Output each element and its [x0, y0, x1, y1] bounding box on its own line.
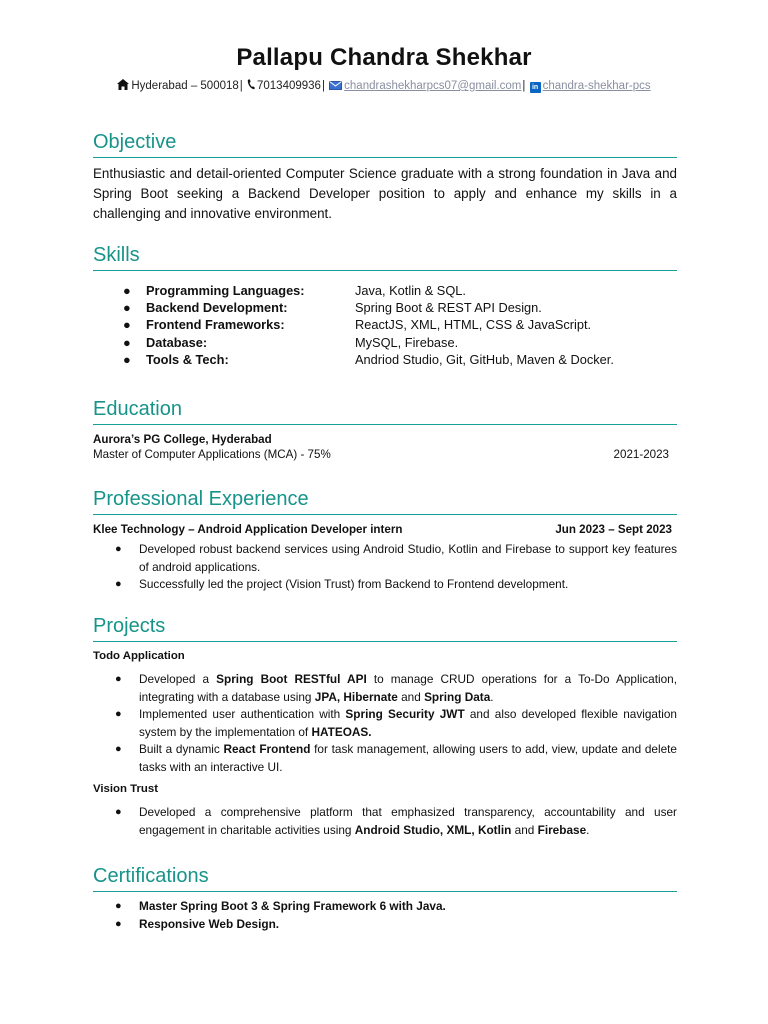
- bullet: ●: [115, 743, 122, 755]
- experience-bullet-text: Developed robust backend services using Android Studio, Kotlin and Firebase to support key features of android applications.: [139, 542, 677, 574]
- bullet: ●: [123, 334, 131, 350]
- education-degree-row: [93, 446, 677, 464]
- skill-value: Spring Boot & REST API Design.: [355, 300, 542, 316]
- text-run: Developed a: [139, 672, 217, 686]
- skill-label: Frontend Frameworks:: [146, 317, 285, 333]
- skill-value: Java, Kotlin & SQL.: [355, 283, 466, 298]
- bullet: ●: [123, 283, 131, 298]
- skill-label: Tools & Tech:: [146, 351, 229, 367]
- bullet: ●: [123, 300, 131, 316]
- bullet: ●: [115, 708, 122, 720]
- experience-role-row: [93, 521, 677, 539]
- linkedin-icon: in: [530, 82, 541, 93]
- text-run-bold: JPA, Hibernate: [314, 689, 398, 704]
- education-degree: Master of Computer Applications (MCA) - 75%: [93, 448, 331, 461]
- text-run-bold: Spring Boot RESTful API: [216, 672, 367, 686]
- experience-dates: Jun 2023 – Sept 2023: [555, 523, 672, 536]
- experience-bullets: [93, 541, 677, 594]
- skills-heading: Skills: [93, 243, 677, 271]
- experience-role: Klee Technology – Android Application Developer intern: [93, 523, 403, 536]
- project-title: Todo Application: [93, 650, 185, 662]
- separator: |: [321, 80, 325, 92]
- bullet: ●: [115, 917, 122, 930]
- bullet: ●: [115, 578, 122, 590]
- bullet: ●: [115, 673, 122, 685]
- list-item: [93, 804, 677, 839]
- text-run-bold: React Frontend: [223, 742, 311, 756]
- list-item: [93, 916, 677, 934]
- objective-section: [93, 130, 677, 224]
- skill-value: ReactJS, XML, HTML, CSS & JavaScript.: [355, 317, 592, 333]
- phone-icon: [247, 79, 255, 93]
- objective-heading: Objective: [93, 130, 677, 158]
- education-school: Aurora’s PG College, Hyderabad: [93, 433, 272, 446]
- skill-item: [93, 299, 677, 316]
- skill-item: [93, 351, 677, 368]
- list-item: [93, 671, 677, 706]
- home-icon: [117, 79, 129, 93]
- skill-label: Programming Languages:: [146, 283, 305, 298]
- experience-heading: Professional Experience: [93, 487, 677, 515]
- text-run: Implemented user authentication with: [139, 707, 346, 721]
- list-item: [93, 541, 677, 576]
- text-run-bold: HATEOAS.: [311, 724, 372, 739]
- certification-text: Responsive Web Design.: [139, 916, 280, 931]
- skill-item: [93, 282, 677, 299]
- todo-bullets: [93, 671, 677, 776]
- linkedin-link[interactable]: chandra-shekhar-pcs: [542, 80, 651, 92]
- location-text: Hyderabad – 500018: [131, 80, 239, 92]
- email-link[interactable]: chandrashekharpcs07@gmail.com: [344, 80, 522, 92]
- text-run: to manage CRUD operations for a To-Do Application, integrating with a database using: [139, 672, 677, 704]
- bullet: ●: [115, 806, 122, 818]
- vision-bullets: [93, 804, 677, 839]
- text-run-bold: Spring Security JWT: [345, 707, 465, 721]
- skill-value: Andriod Studio, Git, GitHub, Maven & Docker.: [355, 351, 614, 367]
- objective-text: Enthusiastic and detail-oriented Computer Science graduate with a strong foundation in Java and Spring Boot seeking a Backend Developer position to apply and enhance my skills in a challenging and innovative environment.: [93, 166, 677, 221]
- text-run: .: [586, 822, 590, 837]
- skill-label: Database:: [146, 334, 208, 350]
- experience-bullet-text: Successfully led the project (Vision Trust) from Backend to Frontend development.: [139, 577, 569, 591]
- certification-text: Master Spring Boot 3 & Spring Framework 6 with Java.: [139, 899, 446, 913]
- mail-icon: [329, 81, 342, 93]
- text-run-bold: Firebase: [537, 822, 587, 837]
- certifications-heading: Certifications: [93, 864, 677, 892]
- text-run: for task management, allowing users to add, view, update and delete tasks with an interactive UI.: [139, 742, 677, 774]
- text-run-bold: Spring Data: [424, 689, 491, 704]
- bullet: ●: [123, 351, 131, 367]
- separator: |: [239, 80, 243, 92]
- text-run-bold: Android Studio, XML, Kotlin: [354, 822, 512, 837]
- list-item: [93, 706, 677, 741]
- skill-value: MySQL, Firebase.: [355, 334, 459, 350]
- bullet: ●: [115, 900, 122, 912]
- experience-section: [93, 487, 677, 594]
- projects-section: [93, 614, 677, 839]
- certifications-list: [93, 898, 677, 933]
- candidate-name: Pallapu Chandra Shekhar: [236, 44, 532, 71]
- project-title: Vision Trust: [93, 783, 158, 795]
- phone-text: 7013409936: [256, 80, 321, 92]
- contact-line: [0, 79, 768, 93]
- list-item: [93, 898, 677, 916]
- text-run: and: [397, 689, 425, 704]
- skills-list: [93, 282, 677, 368]
- skill-item: [93, 316, 677, 333]
- bullet: ●: [123, 317, 131, 333]
- skill-label: Backend Development:: [146, 300, 288, 316]
- education-years: 2021-2023: [613, 448, 669, 461]
- text-run: and also developed flexible navigation system by the implementation of: [139, 707, 677, 739]
- skill-item: [93, 334, 677, 351]
- list-item: [93, 741, 677, 776]
- certifications-section: [93, 864, 677, 933]
- list-item: [93, 576, 677, 594]
- text-run: .: [490, 689, 494, 704]
- bullet: ●: [115, 543, 122, 555]
- skills-section: [93, 243, 677, 368]
- projects-heading: Projects: [93, 614, 677, 642]
- text-run: Developed a comprehensive platform that emphasized transparency, accountability and user engagement in charitable activities using: [139, 805, 677, 837]
- text-run: and: [511, 822, 538, 837]
- separator: |: [522, 80, 526, 92]
- education-section: [93, 397, 677, 464]
- education-heading: Education: [93, 397, 677, 425]
- text-run: Built a dynamic: [139, 742, 224, 756]
